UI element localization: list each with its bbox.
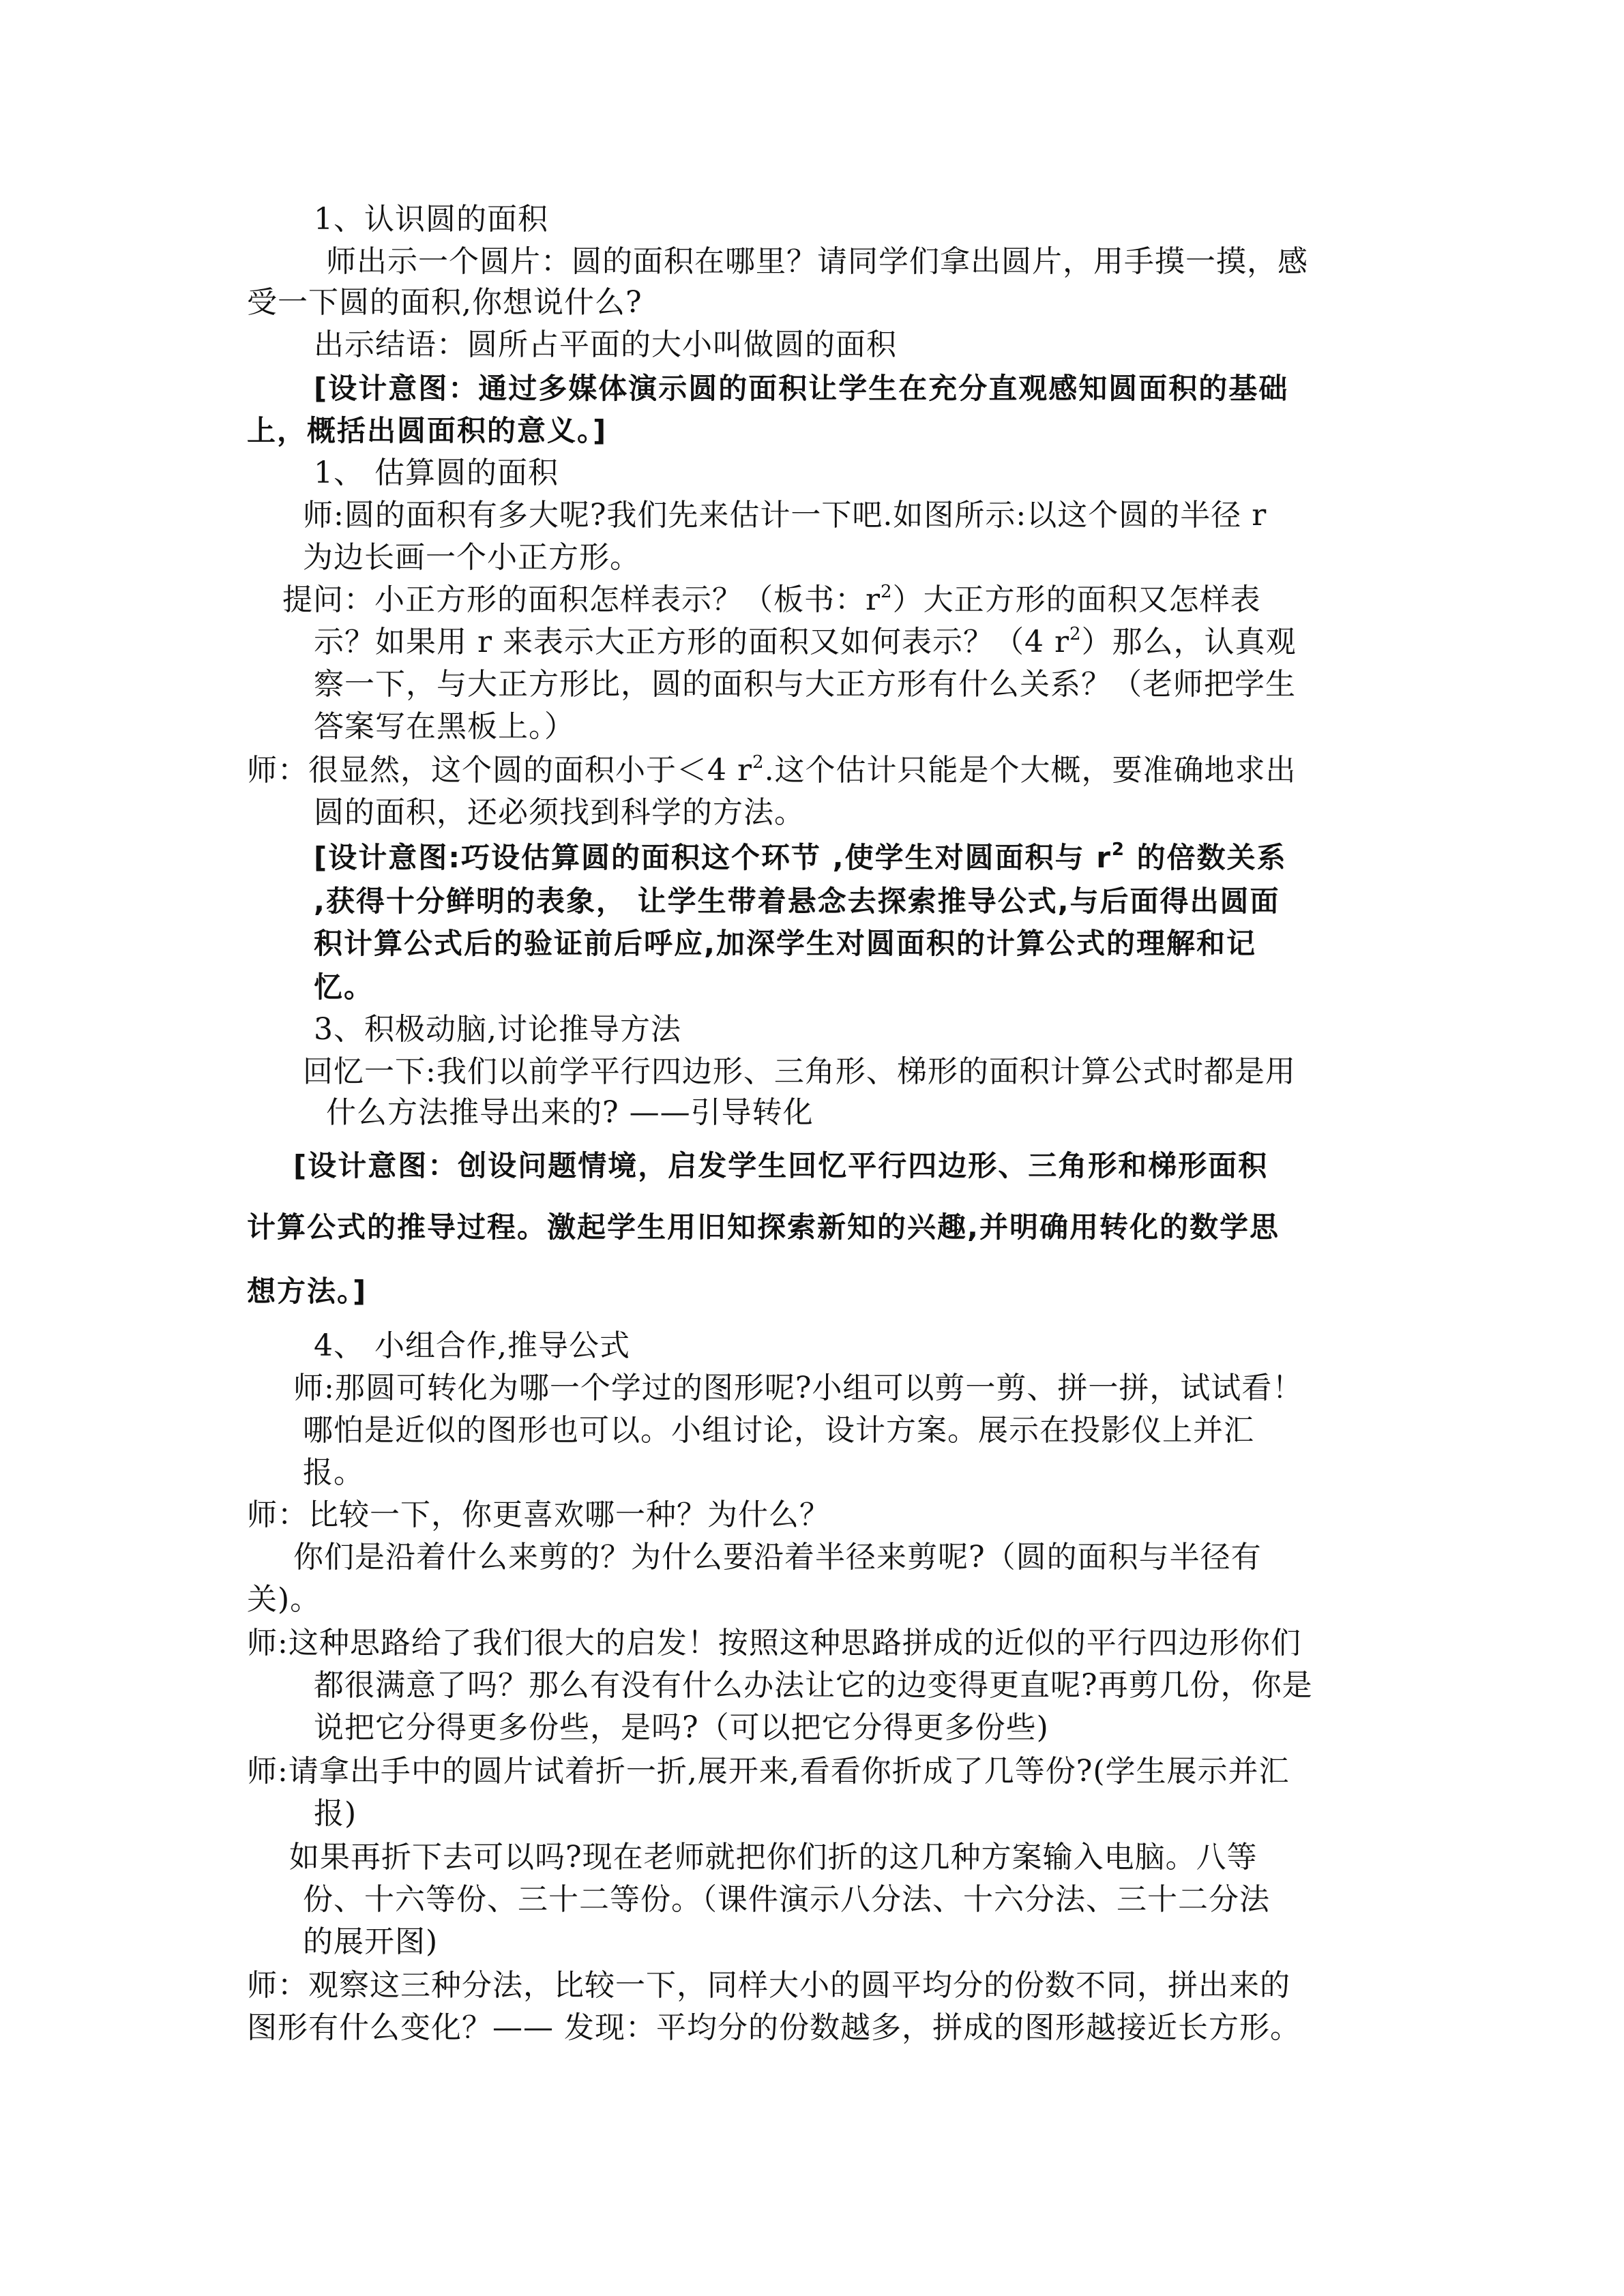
text-line: 提问：小正方形的面积怎样表示？（板书：$r^2$）大正方形的面积又怎样表 (282, 582, 1261, 617)
text-line: 答案写在黑板上。） (314, 709, 575, 744)
text-line: 师:这种思路给了我们很大的启发！按照这种思路拼成的近似的平行四边形你们 (247, 1626, 1301, 1660)
heading-estimate-area: 1、 估算圆的面积 (314, 456, 559, 490)
text-line: 报。 (303, 1455, 364, 1490)
text-line: 如果再折下去可以吗?现在老师就把你们折的这几种方案输入电脑。八等 (289, 1840, 1258, 1875)
text-line: 回忆一下:我们以前学平行四边形、三角形、梯形的面积计算公式时都是用 (303, 1054, 1296, 1089)
text-line: 师：观察这三种分法，比较一下，同样大小的圆平均分的份数不同，拼出来的 (247, 1968, 1290, 2003)
design-intent-note: 想方法。] (247, 1274, 368, 1308)
text-line: 师:请拿出手中的圆片试着折一折,展开来,看看你折成了几等份?(学生展示并汇 (247, 1754, 1290, 1789)
text-line: 出示结语：圆所占平面的大小叫做圆的面积 (314, 327, 897, 362)
design-intent-note: [设计意图：通过多媒体演示圆的面积让学生在充分直观感知圆面积的基础 (314, 372, 1289, 405)
design-intent-note: [设计意图:巧设估算圆的面积这个环节 ,使学生对圆面积与 $r^2$ 的倍数关系 (314, 839, 1287, 874)
text-line: 圆的面积，还必须找到科学的方法。 (314, 795, 805, 830)
text-line: 哪怕是近似的图形也可以。小组讨论，设计方案。展示在投影仪上并汇 (303, 1413, 1254, 1448)
design-intent-note: 计算公式的推导过程。激起学生用旧知探索新知的兴趣,并明确用转化的数学思 (247, 1210, 1280, 1244)
design-intent-note: 上，概括出圆面积的意义。] (247, 414, 608, 447)
text-line: 示？如果用 r 来表示大正方形的面积又如何表示？（4 $r^2$）那么，认真观 (314, 624, 1297, 659)
text-line: 什么方法推导出来的? ——引导转化 (326, 1095, 814, 1130)
text-line: 为边长画一个小正方形。 (303, 540, 640, 575)
heading-group-work: 4、 小组合作,推导公式 (314, 1328, 630, 1363)
superscript: 2 (1111, 839, 1125, 860)
heading-know-circle-area: 1、认识圆的面积 (314, 202, 548, 237)
superscript: 2 (1069, 624, 1082, 644)
text-line: 察一下，与大正方形比，圆的面积与大正方形有什么关系？（老师把学生 (314, 667, 1296, 702)
text-line: 师：比较一下，你更喜欢哪一种？为什么？ (247, 1497, 830, 1532)
text-line: 你们是沿着什么来剪的？为什么要沿着半径来剪呢?（圆的面积与半径有 (293, 1540, 1262, 1575)
text-line: 报) (314, 1796, 357, 1831)
design-intent-note: 忆。 (314, 970, 374, 1004)
text-line: 师:那圆可转化为哪一个学过的图形呢?小组可以剪一剪、拼一拼，试试看！ (293, 1371, 1303, 1405)
heading-discuss-method: 3、积极动脑,讨论推导方法 (314, 1012, 681, 1047)
superscript: 2 (752, 752, 765, 773)
text-line: 份、十六等份、三十二等份。（课件演示八分法、十六分法、三十二分法 (303, 1882, 1270, 1917)
text-line: 受一下圆的面积,你想说什么? (247, 285, 643, 320)
design-intent-note: 积计算公式后的验证前后呼应,加深学生对圆面积的计算公式的理解和记 (314, 927, 1256, 960)
text-line: 师：很显然，这个圆的面积小于＜4 $r^2$.这个估计只能是个大概，要准确地求出 (247, 752, 1297, 788)
text-line: 的展开图) (303, 1924, 439, 1959)
text-line: 都很满意了吗？那么有没有什么办法让它的边变得更直呢?再剪几份，你是 (314, 1668, 1313, 1703)
design-intent-note: [设计意图：创设问题情境，启发学生回忆平行四边形、三角形和梯形面积 (293, 1149, 1269, 1182)
text-line: 师:圆的面积有多大呢?我们先来估计一下吧.如图所示:以这个圆的半径 r (303, 498, 1267, 533)
text-line: 图形有什么变化？—— 发现：平均分的份数越多，拼成的图形越接近长方形。 (247, 2010, 1301, 2045)
superscript: 2 (881, 582, 893, 602)
text-line: 说把它分得更多份些，是吗?（可以把它分得更多份些) (314, 1710, 1049, 1745)
text-line: 师出示一个圆片：圆的面积在哪里？请同学们拿出圆片，用手摸一摸，感 (326, 244, 1308, 279)
design-intent-note: ,获得十分鲜明的表象， 让学生带着悬念去探索推导公式,与后面得出圆面 (314, 884, 1280, 918)
text-line: 关)。 (247, 1582, 321, 1617)
